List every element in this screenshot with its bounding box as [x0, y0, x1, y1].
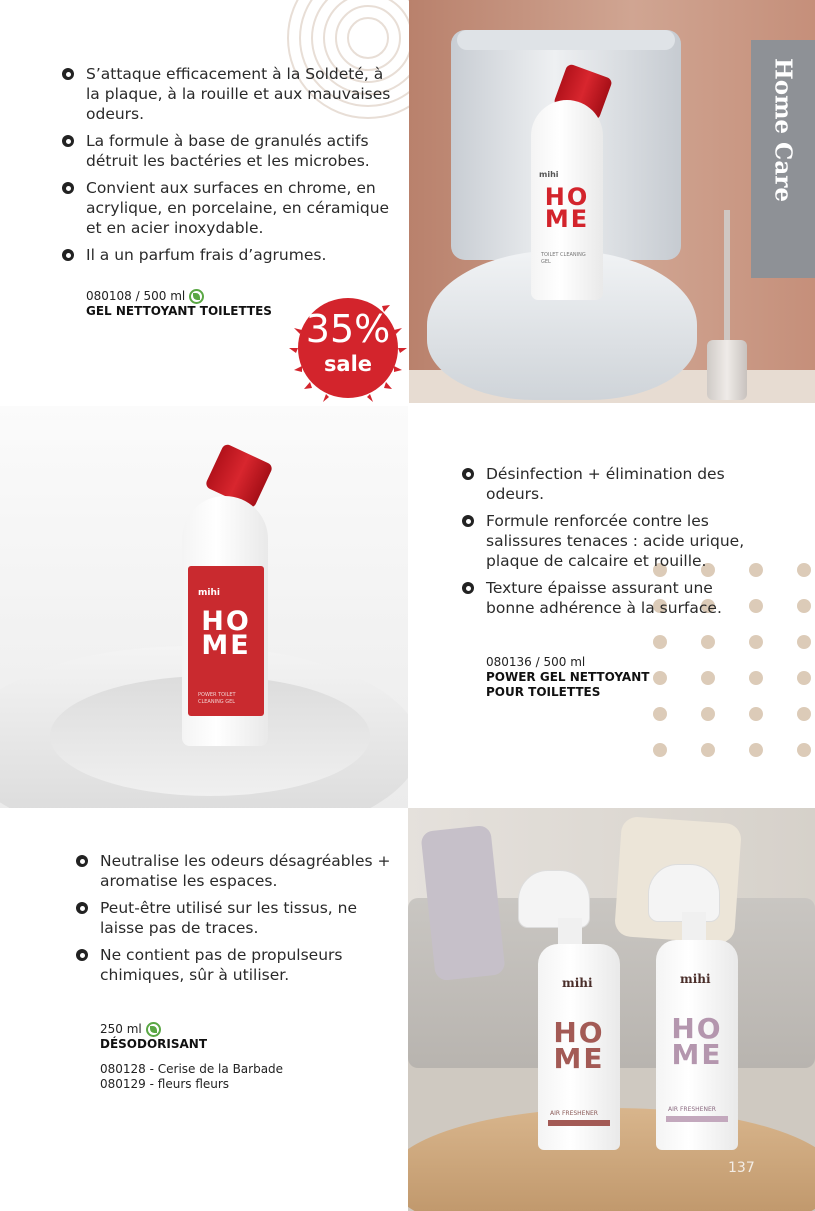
bottle-logo: HO ME [544, 183, 590, 233]
sale-label: sale [323, 352, 373, 376]
decorative-dot [797, 743, 811, 757]
side-tab [751, 40, 815, 278]
toilet-brush [724, 210, 730, 350]
decorative-dot [797, 707, 811, 721]
page-number: 137 [728, 1160, 755, 1176]
bullet-item: La formule à base de granulés actifs détruit les bactéries et les microbes. [62, 131, 392, 171]
product3-photo [408, 808, 815, 1211]
bullet-item: Neutralise les odeurs désagréables + aromatise les espaces. [76, 851, 396, 891]
bottle-logo: HO ME [201, 606, 251, 661]
decorative-dot [701, 743, 715, 757]
bullet-icon [76, 855, 88, 867]
bottle-subtitle: AIR FRESHENER [668, 1106, 716, 1113]
decorative-dot [653, 635, 667, 649]
product-code: 080108 / 500 ml [86, 289, 186, 303]
eco-leaf-icon [189, 289, 204, 304]
sale-badge [288, 290, 408, 410]
decorative-dot [701, 635, 715, 649]
decorative-dot [749, 635, 763, 649]
product-name: DÉSODORISANT [100, 1037, 208, 1051]
bottle-band [548, 1120, 610, 1126]
product2-photo [0, 406, 408, 808]
bullet-item: Il a un parfum frais d’agrumes. [62, 245, 392, 265]
brush-holder [707, 340, 747, 400]
bottle-subtitle: AIR FRESHENER [550, 1110, 598, 1117]
bullet-icon [62, 182, 74, 194]
sale-percent: 35% [305, 307, 391, 351]
product-name-line1: POWER GEL NETTOYANT [486, 670, 650, 684]
decorative-dot [749, 671, 763, 685]
bullet-icon [76, 949, 88, 961]
product-volume: 250 ml [100, 1022, 142, 1036]
bullet-icon [462, 468, 474, 480]
bullet-item: S’attaque efficacement à la Soldeté, à la plaque, à la rouille et aux mauvaises odeurs. [62, 64, 392, 124]
bullet-item: Formule renforcée contre les salissures tenaces : acide urique, plaque de calcaire et rouille. [462, 511, 762, 571]
bottle-brand: mihi [198, 588, 220, 598]
bottle-subtitle: TOILET CLEANING GEL [541, 252, 586, 265]
decorative-dot [749, 707, 763, 721]
variant-item: 080128 - Cerise de la Barbade [100, 1062, 284, 1076]
decorative-dot [653, 707, 667, 721]
eco-leaf-icon [146, 1022, 161, 1037]
bullet-icon [462, 515, 474, 527]
decorative-dot [797, 563, 811, 577]
product1-bullets [62, 64, 392, 272]
product2-bullets [462, 464, 762, 625]
bottle-logo: HO ME [671, 1012, 723, 1071]
bullet-item: Texture épaisse assurant une bonne adhérence à la surface. [462, 578, 762, 618]
product3-info [100, 1022, 283, 1092]
variant-item: 080129 - fleurs fleurs [100, 1077, 230, 1091]
toilet-tank-lid [457, 30, 675, 50]
bottle-brand: mihi [680, 972, 711, 986]
side-tab-label: Home Care [769, 58, 797, 203]
decorative-dot [797, 599, 811, 613]
product-code: 080136 / 500 ml [486, 655, 586, 669]
product-name: GEL NETTOYANT TOILETTES [86, 304, 272, 318]
decorative-dot [653, 743, 667, 757]
bottle-brand: mihi [539, 170, 559, 179]
product2-info [486, 655, 649, 700]
product1-info [86, 289, 272, 319]
bottle-band [666, 1116, 728, 1122]
decorative-dot [653, 671, 667, 685]
product3-bullets [76, 851, 396, 992]
bullet-item: Peut-être utilisé sur les tissus, ne laisse pas de traces. [76, 898, 396, 938]
decorative-dot [701, 707, 715, 721]
decorative-dot [749, 743, 763, 757]
bullet-icon [62, 68, 74, 80]
decorative-dot [797, 635, 811, 649]
bottle-subtitle: POWER TOILET CLEANING GEL [198, 692, 236, 705]
bullet-icon [462, 582, 474, 594]
bullet-icon [62, 135, 74, 147]
decorative-dot [797, 671, 811, 685]
product-name-line2: POUR TOILETTES [486, 685, 601, 699]
bullet-item: Convient aux surfaces en chrome, en acrylique, en porcelaine, en céramique et en acier inoxydable. [62, 178, 392, 238]
bullet-icon [76, 902, 88, 914]
bullet-item: Ne contient pas de propulseurs chimiques, sûr à utiliser. [76, 945, 396, 985]
bottle-brand: mihi [562, 976, 593, 990]
decorative-dot [701, 671, 715, 685]
bullet-item: Désinfection + élimination des odeurs. [462, 464, 762, 504]
bullet-icon [62, 249, 74, 261]
bottle-logo: HO ME [553, 1016, 605, 1075]
